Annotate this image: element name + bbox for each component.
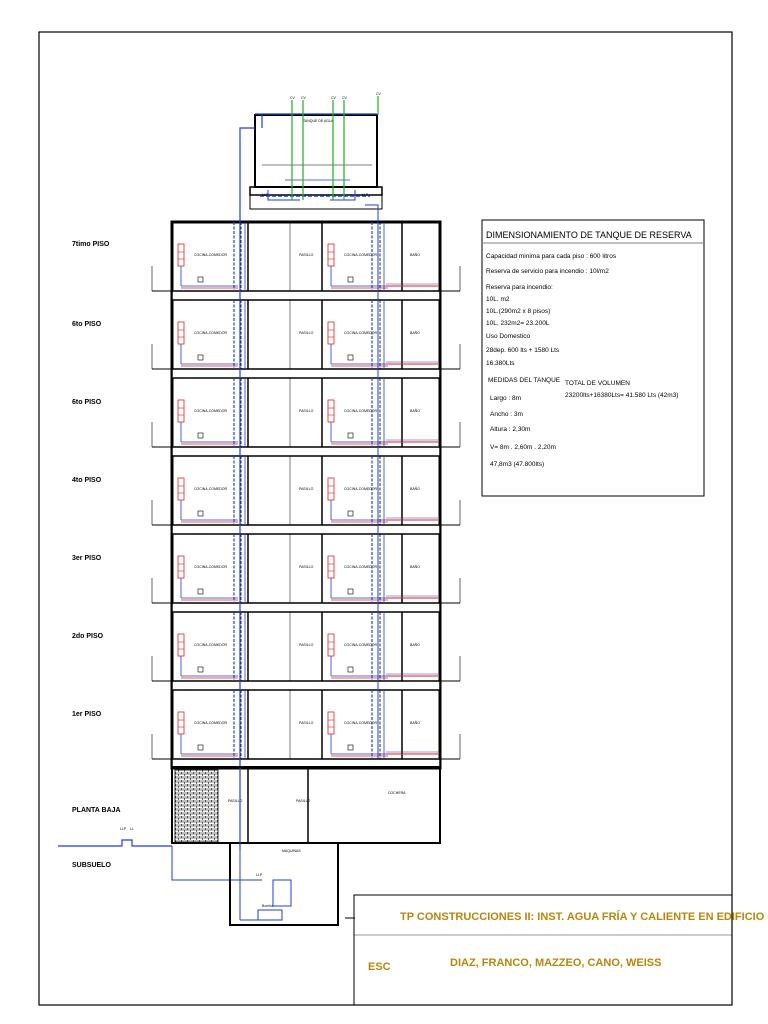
- floor-f6a: [152, 300, 460, 378]
- calculation-box: [482, 220, 704, 496]
- kitchen-label: COCINA-COMEDOR: [344, 487, 378, 491]
- floor-label-4: 4to PISO: [72, 477, 102, 484]
- kitchen-left: [178, 634, 238, 678]
- kitchen-label: COCINA-COMEDOR: [194, 643, 228, 647]
- vent-labels: [290, 92, 382, 100]
- svg-text:Reserva para incendio:: Reserva para incendio:: [486, 284, 553, 291]
- floor-labels: [72, 241, 121, 869]
- kitchen-label: COCINA-COMEDOR: [194, 409, 228, 413]
- svg-text:16.380Lts: 16.380Lts: [486, 360, 515, 367]
- pump-label: Bomba: [262, 904, 274, 908]
- kitchen-label: COCINA-COMEDOR: [344, 253, 378, 257]
- tank-measures-title: MEDIDAS DEL TANQUE: [488, 377, 561, 384]
- floor-f2: [152, 612, 460, 690]
- kitchen-left: [178, 712, 238, 756]
- floor-label-3: 3er PISO: [72, 555, 102, 562]
- pump: [258, 910, 282, 920]
- tank-tag-right: LLP: [362, 193, 369, 197]
- kitchen-label: COCINA-COMEDOR: [194, 331, 228, 335]
- floor-label-7: 7timo PISO: [72, 241, 110, 248]
- kitchen-left: [178, 556, 238, 600]
- total-volume-title: TOTAL DE VOLUMEN: [565, 380, 630, 387]
- ground-hall-2: PASILLO: [296, 799, 311, 803]
- kitchen-label: COCINA-COMEDOR: [344, 409, 378, 413]
- kitchen-left: [178, 244, 238, 288]
- authors: DIAZ, FRANCO, MAZZEO, CANO, WEISS: [450, 957, 662, 969]
- svg-text:LLP: LLP: [256, 873, 263, 877]
- kitchen-left: [178, 400, 238, 444]
- building-floors: [152, 128, 460, 850]
- svg-text:LLP: LLP: [120, 827, 127, 831]
- svg-text:CV: CV: [331, 96, 336, 100]
- svg-text:10L. m2: 10L. m2: [486, 296, 510, 303]
- roof-tank: [250, 114, 382, 209]
- floor-label-6a: 6to PISO: [72, 321, 102, 328]
- bath-label: BAÑO: [410, 565, 420, 569]
- floor-f1: [152, 690, 460, 768]
- hall-label: PASILLO: [299, 409, 314, 413]
- svg-text:Reserva de servicio para incen: Reserva de servicio para incendio : 10l/m2: [486, 268, 609, 275]
- floor-label-1: 1er PISO: [72, 711, 102, 718]
- kitchen-right: [328, 322, 388, 366]
- svg-text:Uso Domestico: Uso Domestico: [486, 333, 531, 340]
- hall-label: PASILLO: [299, 331, 314, 335]
- bath-label: BAÑO: [410, 253, 420, 257]
- svg-text:10L. 232m2= 23.200L: 10L. 232m2= 23.200L: [486, 320, 550, 327]
- kitchen-left: [178, 322, 238, 366]
- drawing-title: TP CONSTRUCCIONES II: INST. AGUA FRÍA Y CALIENTE EN EDIFICIO: [400, 911, 765, 923]
- floor-f6b: [152, 378, 460, 456]
- svg-text:Capacidad minima para cada pis: Capacidad minima para cada piso : 600 litros: [486, 253, 617, 260]
- floor-label-6b: 6to PISO: [72, 399, 102, 406]
- ground-floor: [172, 767, 440, 843]
- ground-hall-1: PASILLO: [228, 799, 243, 803]
- hall-label: PASILLO: [299, 643, 314, 647]
- svg-text:28dep. 600 lts + 1580 Lts: 28dep. 600 lts + 1580 Lts: [486, 347, 560, 354]
- svg-text:CV: CV: [376, 92, 381, 96]
- kitchen-right: [328, 556, 388, 600]
- floor-label-ground: PLANTA BAJA: [72, 807, 121, 814]
- total-volume-value: 23200lts+16380Lts= 41.580 Lts (42m3): [565, 392, 679, 399]
- cistern: [273, 880, 291, 906]
- floor-f7: [152, 222, 460, 300]
- hall-label: PASILLO: [299, 721, 314, 725]
- ground-garage: COCHERA: [388, 791, 406, 795]
- bath-label: BAÑO: [410, 409, 420, 413]
- kitchen-right: [328, 478, 388, 522]
- street-supply: [58, 827, 262, 880]
- svg-text:Largo : 8m: Largo : 8m: [490, 395, 522, 402]
- kitchen-right: [328, 400, 388, 444]
- svg-text:Altura : 2,30m: Altura : 2,30m: [490, 426, 531, 433]
- kitchen-label: COCINA-COMEDOR: [344, 721, 378, 725]
- kitchen-label: COCINA-COMEDOR: [194, 721, 228, 725]
- calc-title: DIMENSIONAMIENTO DE TANQUE DE RESERVA: [486, 230, 692, 240]
- kitchen-label: COCINA-COMEDOR: [344, 565, 378, 569]
- hall-label: PASILLO: [299, 565, 314, 569]
- kitchen-label: COCINA-COMEDOR: [194, 565, 228, 569]
- kitchen-right: [328, 712, 388, 756]
- bath-label: BAÑO: [410, 721, 420, 725]
- svg-text:CV: CV: [301, 96, 306, 100]
- basement-room: MAQUINAS: [282, 849, 301, 853]
- svg-text:CV: CV: [290, 96, 295, 100]
- vent-pipes: [292, 96, 378, 200]
- kitchen-left: [178, 478, 238, 522]
- kitchen-label: COCINA-COMEDOR: [194, 253, 228, 257]
- floor-f4: [152, 456, 460, 534]
- title-block: [354, 895, 765, 1005]
- floor-label-basement: SUBSUELO: [72, 862, 111, 869]
- scale-label: ESC: [368, 961, 391, 973]
- bath-label: BAÑO: [410, 331, 420, 335]
- kitchen-right: [328, 244, 388, 288]
- kitchen-right: [328, 634, 388, 678]
- svg-text:LL: LL: [130, 827, 134, 831]
- bath-label: BAÑO: [410, 487, 420, 491]
- tank-label: TANQUE DE AGUA: [303, 119, 334, 123]
- floor-label-2: 2do PISO: [72, 633, 104, 640]
- kitchen-label: COCINA-COMEDOR: [344, 331, 378, 335]
- svg-text:Ancho : 3m: Ancho : 3m: [490, 411, 523, 418]
- hall-label: PASILLO: [299, 487, 314, 491]
- hall-label: PASILLO: [299, 253, 314, 257]
- bath-label: BAÑO: [410, 643, 420, 647]
- floor-f3: [152, 534, 460, 612]
- tank-tag-left: LLP: [262, 193, 269, 197]
- kitchen-label: COCINA-COMEDOR: [344, 643, 378, 647]
- svg-text:CV: CV: [342, 96, 347, 100]
- svg-text:10L.(290m2 x 8 pisos): 10L.(290m2 x 8 pisos): [486, 308, 551, 315]
- svg-text:47,8m3 (47.800lts): 47,8m3 (47.800lts): [490, 461, 545, 468]
- svg-text:V= 8m . 2,60m . 2,20m: V= 8m . 2,60m . 2,20m: [490, 444, 556, 451]
- kitchen-label: COCINA-COMEDOR: [194, 487, 228, 491]
- sheet-frame: [39, 32, 732, 1005]
